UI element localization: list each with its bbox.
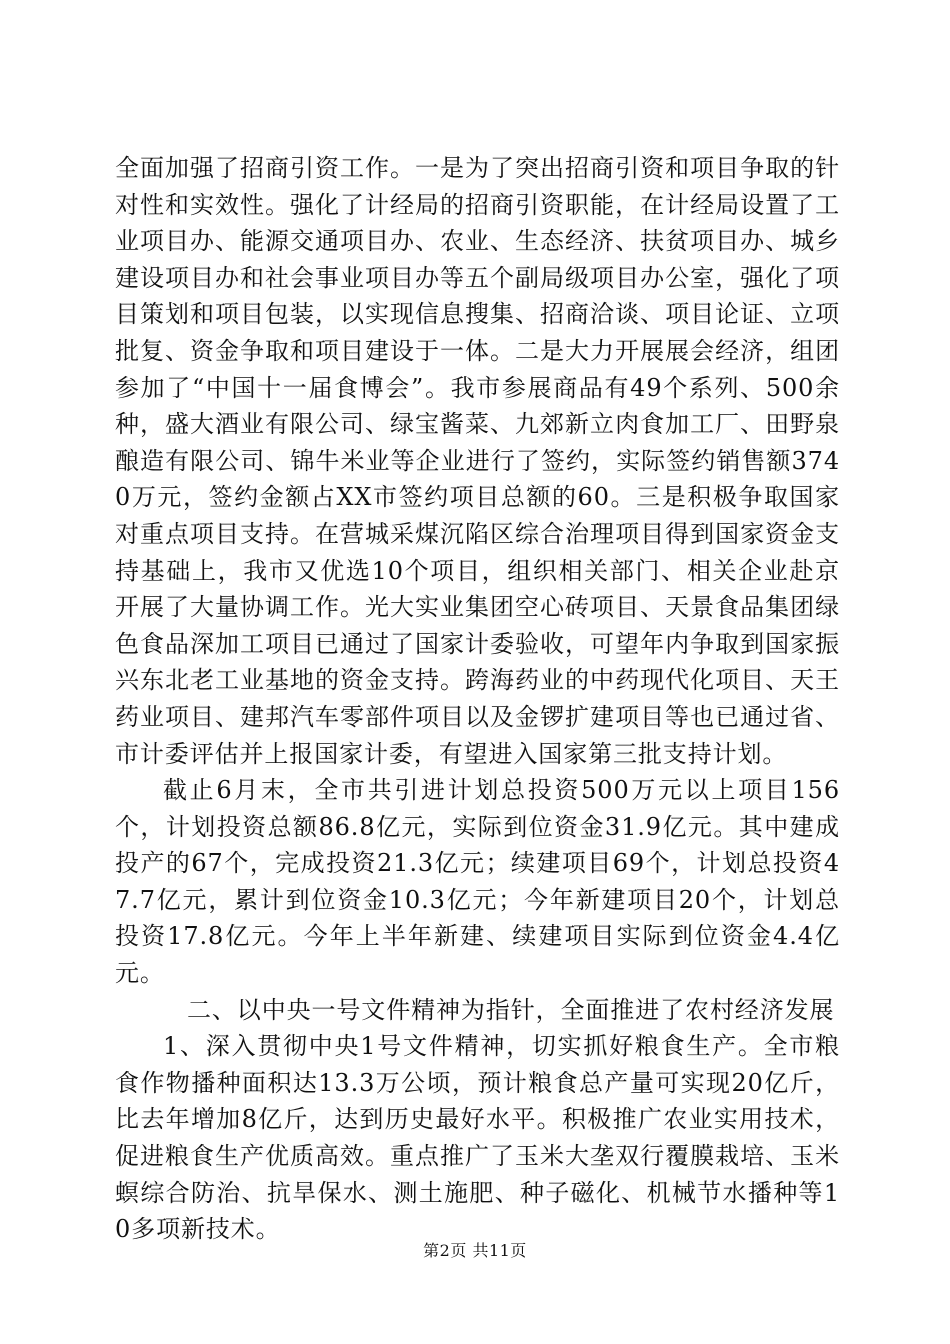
paragraph-grain-production: 1、深入贯彻中央1号文件精神，切实抓好粮食生产。全市粮食作物播种面积达13.3万公顷，预计粮食总产量可实现20亿斤，比去年增加8亿斤，达到历史最好水平。积极推广农业实用技术，促进粮食生产优质高效。重点推广了玉米大垄双行覆膜栽培、玉米螟综合防治、抗旱保水、测土施肥、种子磁化、机械节水播种等10多项新技术。 — [115, 1032, 840, 1244]
paragraph-investment-statistics: 截止6月末，全市共引进计划总投资500万元以上项目156个，计划投资总额86.8亿元，实际到位资金31.9亿元。其中建成投产的67个，完成投资21.3亿元；续建项目69个，计划总投资47.7亿元，累计到位资金10.3亿元；今年新建项目20个，计划总投资17.8亿元。今年上半年新建、续建项目实际到位资金4.4亿元。 — [115, 776, 840, 988]
paragraph-investment-work: 全面加强了招商引资工作。一是为了突出招商引资和项目争取的针对性和实效性。强化了计经局的招商引资职能，在计经局设置了工业项目办、能源交通项目办、农业、生态经济、扶贫项目办、城乡建设项目办和社会事业项目办等五个副局级项目办公室，强化了项目策划和项目包装，以实现信息搜集、招商洽谈、项目论证、立项批复、资金争取和项目建设于一体。二是大力开展展会经济，组团参加了“中国十一届食博会”。我市参展商品有49个系列、500余种，盛大酒业有限公司、绿宝酱菜、九郊新立肉食加工厂、田野泉酿造有限公司、锦牛米业等企业进行了签约，实际签约销售额3740万元，签约金额占XX市签约项目总额的60。三是积极争取国家对重点项目支持。在营城采煤沉陷区综合治理项目得到国家资金支持基础上，我市又优选10个项目，组织相关部门、相关企业赴京开展了大量协调工作。光大实业集团空心砖项目、天景食品集团绿色食品深加工项目已通过了国家计委验收，可望年内争取到国家振兴东北老工业基地的资金支持。跨海药业的中药现代化项目、天王药业项目、建邦汽车零部件项目以及金锣扩建项目等也已通过省、市计委评估并上报国家计委，有望进入国家第三批支持计划。 — [115, 154, 840, 768]
page-number-footer: 第2页 共11页 — [423, 1241, 527, 1260]
section-heading-rural-economy: 二、以中央一号文件精神为指针，全面推进了农村经济发展 — [187, 995, 835, 1024]
document-body — [115, 150, 840, 1248]
